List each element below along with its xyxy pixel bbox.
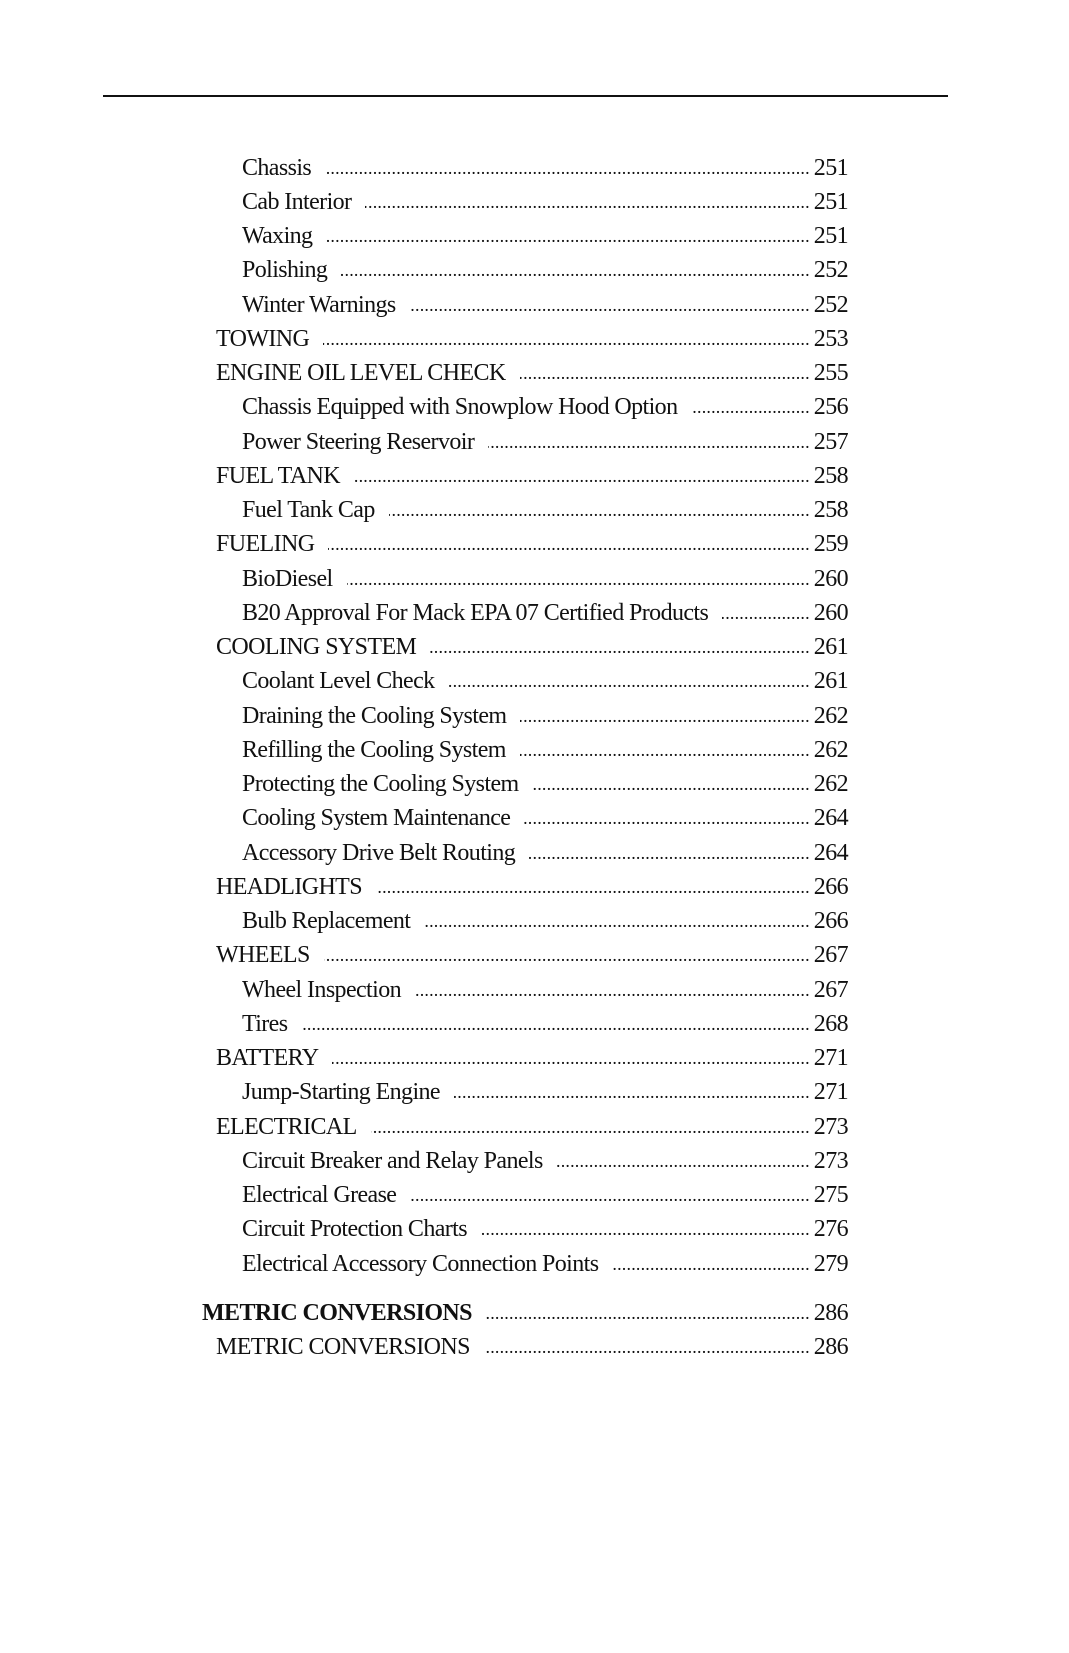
toc-entry-page: 271 xyxy=(813,1045,848,1072)
toc-entry-page: 251 xyxy=(813,154,848,181)
table-of-contents xyxy=(0,151,1069,1365)
toc-entry-title: Bulb Replacement xyxy=(242,908,411,935)
toc-entry[interactable] xyxy=(0,459,848,493)
toc-entry-page: 262 xyxy=(813,771,848,798)
toc-entry-page: 260 xyxy=(813,599,848,626)
toc-entry[interactable] xyxy=(0,528,848,562)
toc-entry-title: Accessory Drive Belt Routing xyxy=(242,839,516,866)
dot-leader xyxy=(323,329,810,350)
toc-entry-page: 279 xyxy=(813,1250,848,1277)
toc-entry[interactable] xyxy=(0,425,848,459)
toc-entry-page: 273 xyxy=(813,1113,848,1140)
toc-entry-page: 267 xyxy=(813,942,848,969)
toc-entry-page: 255 xyxy=(813,360,848,387)
toc-entry-page: 266 xyxy=(813,908,848,935)
toc-entry[interactable] xyxy=(0,870,848,904)
toc-entry-title: FUELING xyxy=(216,531,315,558)
toc-entry-title: Chassis Equipped with Snowplow Hood Option xyxy=(242,394,678,421)
toc-entry-title: WHEELS xyxy=(216,942,310,969)
dot-leader xyxy=(301,1014,809,1035)
toc-entry-page: 286 xyxy=(813,1299,848,1326)
toc-entry-title: Circuit Breaker and Relay Panels xyxy=(242,1147,543,1174)
toc-entry-page: 271 xyxy=(813,1079,848,1106)
dot-leader xyxy=(486,1303,810,1324)
dot-leader xyxy=(524,808,809,829)
toc-entry-page: 286 xyxy=(813,1334,848,1361)
toc-entry[interactable] xyxy=(0,699,848,733)
dot-leader xyxy=(430,637,810,658)
toc-entry-title: Waxing xyxy=(242,223,313,250)
toc-entry-title: Power Steering Reservoir xyxy=(242,428,475,455)
toc-entry-page: 261 xyxy=(813,634,848,661)
toc-entry-page: 266 xyxy=(813,873,848,900)
toc-entry-title: Jump-Starting Engine xyxy=(242,1079,440,1106)
toc-entry-title: Draining the Cooling System xyxy=(242,702,507,729)
header-rule xyxy=(103,95,948,97)
toc-entry-page: 262 xyxy=(813,736,848,763)
toc-entry-page: 251 xyxy=(813,223,848,250)
dot-leader xyxy=(520,740,810,761)
toc-entry-title: ENGINE OIL LEVEL CHECK xyxy=(216,360,506,387)
toc-entry-title: Tires xyxy=(242,1010,288,1037)
toc-entry[interactable] xyxy=(0,905,848,939)
dot-leader xyxy=(484,1337,810,1358)
toc-entry-page: 261 xyxy=(813,668,848,695)
toc-entry-title: Electrical Accessory Connection Points xyxy=(242,1250,599,1277)
toc-entry-page: 264 xyxy=(813,839,848,866)
dot-leader xyxy=(529,843,810,864)
toc-entry-title: Refilling the Cooling System xyxy=(242,736,506,763)
dot-leader xyxy=(488,432,810,453)
dot-leader xyxy=(341,260,810,281)
toc-entry-title: Cooling System Maintenance xyxy=(242,805,511,832)
toc-entry[interactable] xyxy=(0,802,848,836)
toc-entry[interactable] xyxy=(0,322,848,356)
toc-entry[interactable] xyxy=(0,836,848,870)
toc-entry-page: 260 xyxy=(813,565,848,592)
dot-leader xyxy=(481,1219,810,1240)
dot-leader xyxy=(354,466,810,487)
toc-entry-title: Wheel Inspection xyxy=(242,976,401,1003)
toc-entry-page: 262 xyxy=(813,702,848,729)
toc-entry[interactable] xyxy=(0,1247,848,1281)
toc-entry-page: 257 xyxy=(813,428,848,455)
dot-leader xyxy=(415,980,810,1001)
dot-leader xyxy=(520,706,809,727)
toc-entry[interactable] xyxy=(0,973,848,1007)
toc-entry[interactable] xyxy=(0,391,848,425)
dot-leader xyxy=(371,1117,810,1138)
dot-leader xyxy=(691,397,809,418)
toc-entry-page: 259 xyxy=(813,531,848,558)
toc-entry-page: 258 xyxy=(813,497,848,524)
toc-entry-page: 258 xyxy=(813,462,848,489)
toc-entry[interactable] xyxy=(0,494,848,528)
toc-entry[interactable] xyxy=(0,220,848,254)
toc-entry[interactable] xyxy=(0,939,848,973)
toc-entry-title: FUEL TANK xyxy=(216,462,341,489)
toc-entry-title: Chassis xyxy=(242,154,312,181)
dot-leader xyxy=(324,945,810,966)
toc-entry[interactable] xyxy=(0,562,848,596)
toc-entry-page: 264 xyxy=(813,805,848,832)
dot-leader xyxy=(612,1254,809,1275)
toc-entry[interactable] xyxy=(0,1213,848,1247)
toc-entry[interactable] xyxy=(0,1179,848,1213)
toc-entry-page: 267 xyxy=(813,976,848,1003)
toc-entry[interactable] xyxy=(0,151,848,185)
dot-leader xyxy=(533,774,810,795)
toc-entry[interactable] xyxy=(0,733,848,767)
dot-leader xyxy=(389,500,810,521)
dot-leader xyxy=(376,877,810,898)
toc-entry-page: 252 xyxy=(813,291,848,318)
dot-leader xyxy=(449,671,810,692)
toc-entry-title: BATTERY xyxy=(216,1045,319,1072)
toc-entry[interactable] xyxy=(0,185,848,219)
toc-entry-title: Fuel Tank Cap xyxy=(242,497,375,524)
dot-leader xyxy=(365,192,809,213)
dot-leader xyxy=(410,295,810,316)
toc-entry-title: Coolant Level Check xyxy=(242,668,435,695)
toc-entry[interactable] xyxy=(0,1076,848,1110)
toc-entry[interactable] xyxy=(0,1296,848,1330)
toc-entry[interactable] xyxy=(0,1331,848,1365)
toc-entry-page: 275 xyxy=(813,1182,848,1209)
toc-entry-title: BioDiesel xyxy=(242,565,333,592)
toc-entry-page: 251 xyxy=(813,188,848,215)
toc-entry-title: METRIC CONVERSIONS xyxy=(202,1299,472,1326)
toc-entry-title: Polishing xyxy=(242,257,328,284)
toc-entry-page: 273 xyxy=(813,1147,848,1174)
toc-entry-page: 253 xyxy=(813,325,848,352)
toc-entry[interactable] xyxy=(0,1007,848,1041)
toc-entry-title: Winter Warnings xyxy=(242,291,396,318)
toc-entry-page: 252 xyxy=(813,257,848,284)
toc-entry[interactable] xyxy=(0,596,848,630)
dot-leader xyxy=(328,534,809,555)
toc-entry-page: 276 xyxy=(813,1216,848,1243)
toc-entry[interactable] xyxy=(0,288,848,322)
toc-entry-title: TOWING xyxy=(216,325,310,352)
toc-entry[interactable] xyxy=(0,1144,848,1178)
dot-leader xyxy=(347,569,810,590)
toc-entry-title: Cab Interior xyxy=(242,188,352,215)
toc-entry-title: ELECTRICAL xyxy=(216,1113,357,1140)
dot-leader xyxy=(326,226,809,247)
dot-leader xyxy=(332,1048,809,1069)
toc-entry[interactable] xyxy=(0,254,848,288)
dot-leader xyxy=(454,1082,810,1103)
toc-entry[interactable] xyxy=(0,768,848,802)
dot-leader xyxy=(722,603,810,624)
toc-entry[interactable] xyxy=(0,1042,848,1076)
toc-entry-title: METRIC CONVERSIONS xyxy=(216,1334,470,1361)
toc-entry-title: B20 Approval For Mack EPA 07 Certified Products xyxy=(242,599,709,626)
dot-leader xyxy=(557,1151,810,1172)
toc-entry[interactable] xyxy=(0,665,848,699)
toc-entry[interactable] xyxy=(0,1110,848,1144)
toc-entry-page: 256 xyxy=(813,394,848,421)
toc-entry-title: HEADLIGHTS xyxy=(216,873,362,900)
toc-entry-title: COOLING SYSTEM xyxy=(216,634,417,661)
dot-leader xyxy=(520,363,810,384)
dot-leader xyxy=(325,158,810,179)
toc-entry-title: Circuit Protection Charts xyxy=(242,1216,467,1243)
dot-leader xyxy=(410,1185,809,1206)
dot-leader xyxy=(424,911,809,932)
toc-entry-title: Protecting the Cooling System xyxy=(242,771,519,798)
toc-entry[interactable] xyxy=(0,357,848,391)
toc-entry-title: Electrical Grease xyxy=(242,1182,397,1209)
toc-entry[interactable] xyxy=(0,631,848,665)
toc-entry-page: 268 xyxy=(813,1010,848,1037)
